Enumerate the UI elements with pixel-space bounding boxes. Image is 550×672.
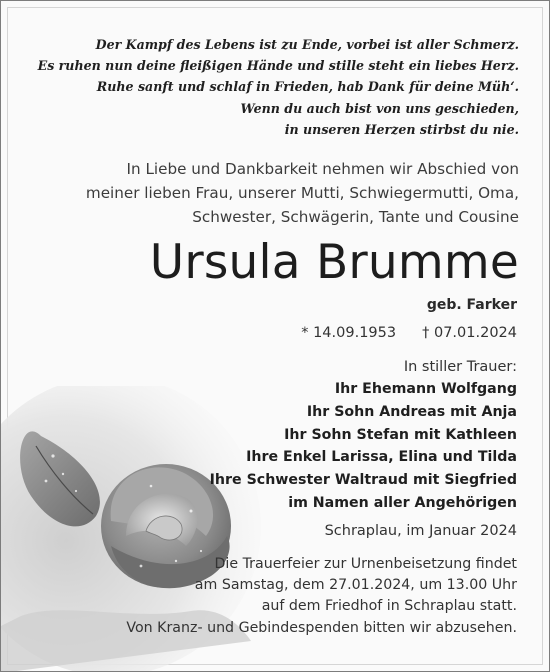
mourner: Ihr Sohn Stefan mit Kathleen bbox=[284, 426, 517, 443]
farewell-intro bbox=[86, 157, 519, 229]
poem-line: in unseren Herzen stirbst du nie. bbox=[284, 121, 519, 137]
mourner: im Namen aller Angehörigen bbox=[288, 494, 517, 511]
funeral-line: auf dem Friedhof in Schraplau statt. bbox=[261, 598, 517, 615]
intro-line: In Liebe und Dankbarkeit nehmen wir Abschied von bbox=[126, 160, 519, 178]
mourner: Ihre Schwester Waltraud mit Siegfried bbox=[209, 472, 517, 489]
poem bbox=[38, 34, 519, 140]
deceased-name: Ursula Brumme bbox=[149, 235, 519, 290]
mourner: Ihr Sohn Andreas mit Anja bbox=[306, 403, 517, 420]
mourners-list bbox=[210, 356, 517, 515]
place-date: Schraplau, im Januar 2024 bbox=[324, 523, 517, 539]
poem-line: Es ruhen nun deine fleißigen Hände und stille steht ein liebes Herz. bbox=[37, 58, 519, 74]
maiden-name: geb. Farker bbox=[426, 297, 517, 313]
death-date: † 07.01.2024 bbox=[422, 325, 517, 341]
mourner: Ihre Enkel Larissa, Elina und Tilda bbox=[246, 449, 517, 466]
funeral-line: Von Kranz- und Gebindespenden bitten wir abzusehen. bbox=[126, 619, 517, 636]
mourner: Ihr Ehemann Wolfgang bbox=[334, 381, 517, 397]
intro-line: Schwester, Schwägerin, Tante und Cousine bbox=[192, 208, 519, 226]
intro-line: meiner lieben Frau, unserer Mutti, Schwiegermutti, Oma, bbox=[85, 184, 519, 202]
poem-line: Ruhe sanft und schlaf in Frieden, hab Dank für deine Müh‘. bbox=[96, 79, 519, 95]
funeral-info bbox=[126, 554, 517, 639]
poem-line: Wenn du auch bist von uns geschieden, bbox=[240, 100, 519, 116]
birth-date: * 14.09.1953 bbox=[301, 325, 397, 341]
life-dates bbox=[301, 322, 517, 344]
funeral-line: am Samstag, dem 27.01.2024, um 13.00 Uhr bbox=[194, 577, 517, 594]
funeral-line: Die Trauerfeier zur Urnenbeisetzung findet bbox=[214, 556, 517, 572]
mourners-heading: In stiller Trauer: bbox=[403, 359, 517, 375]
poem-line: Der Kampf des Lebens ist zu Ende, vorbei ist aller Schmerz. bbox=[95, 37, 519, 52]
